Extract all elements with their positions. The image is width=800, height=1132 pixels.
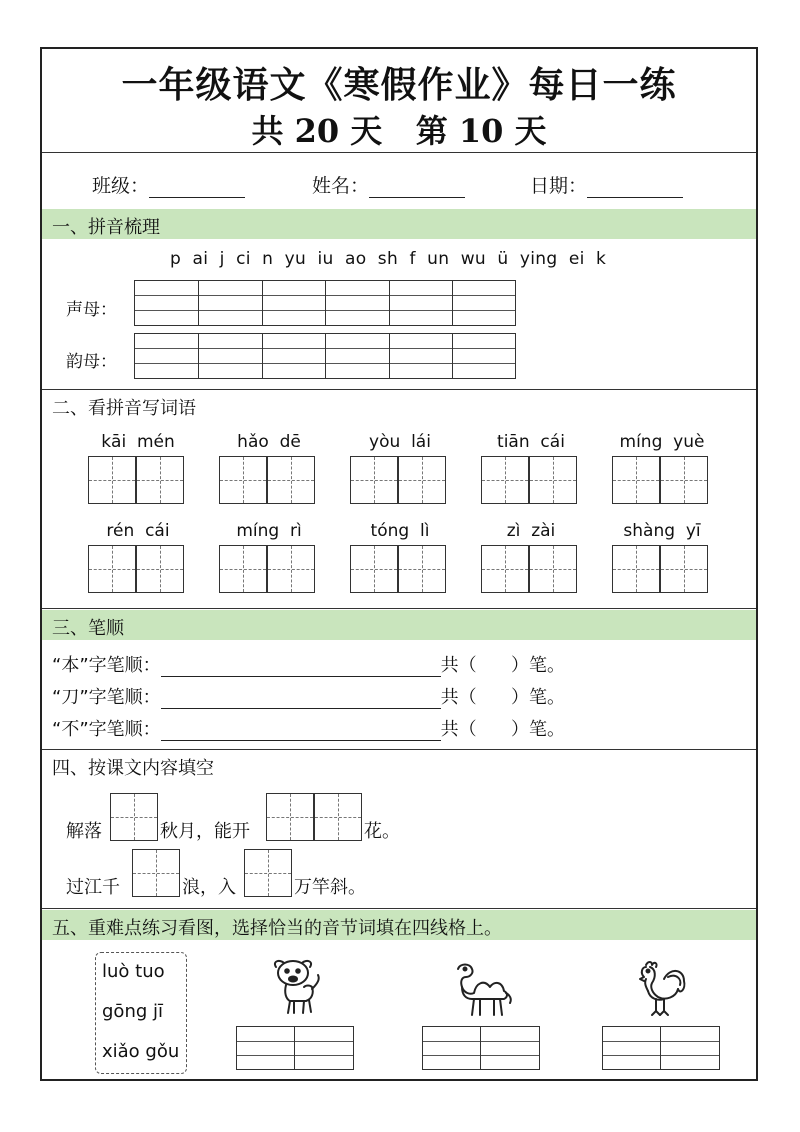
divider: [42, 908, 756, 909]
divider: [42, 152, 756, 153]
tianzige-box[interactable]: [612, 456, 660, 504]
tianzige-box[interactable]: [481, 456, 529, 504]
section-title-2: 二、看拼音写词语: [52, 398, 196, 419]
stroke-answer-blank[interactable]: [161, 688, 441, 709]
date-label: 日期：: [530, 175, 588, 197]
section-header-5: [42, 910, 756, 940]
word-option: luò tuo: [102, 961, 165, 982]
poem-text: 解落: [66, 821, 102, 842]
shengmu-grid[interactable]: [134, 280, 516, 326]
tianzige-box[interactable]: [660, 456, 708, 504]
tianzige-box[interactable]: [219, 545, 267, 593]
section-title-3: 三、笔顺: [52, 618, 124, 639]
pinyin-word: hǎo dē: [237, 432, 301, 452]
rooster-icon: [634, 959, 688, 1021]
class-label: 班级：: [92, 175, 150, 197]
class-blank[interactable]: [149, 179, 245, 198]
shengmu-label: 声母：: [66, 300, 117, 320]
tianzige-box[interactable]: [350, 545, 398, 593]
poem-text: 过江千: [66, 877, 120, 898]
answer-grid-camel[interactable]: [422, 1026, 540, 1070]
name-label: 姓名：: [312, 175, 370, 197]
worksheet: [40, 47, 758, 1081]
camel-icon: [452, 961, 516, 1021]
word-options-box: [95, 952, 187, 1074]
dog-icon: [266, 957, 326, 1019]
pinyin-word: míng rì: [236, 521, 302, 541]
pinyin-word: míng yuè: [619, 432, 705, 452]
section-header-3: [42, 610, 756, 640]
answer-grid-dog[interactable]: [236, 1026, 354, 1070]
word-option: gōng jī: [102, 1001, 163, 1022]
tianzige-box[interactable]: [244, 849, 292, 897]
stroke-count: 共（ ）笔。: [440, 687, 565, 708]
pinyin-word: shàng yī: [623, 521, 701, 541]
poem-text: 秋月，能开: [160, 821, 250, 842]
poem-text: 浪，入: [182, 877, 236, 898]
tianzige-box[interactable]: [110, 793, 158, 841]
class-field[interactable]: [92, 171, 245, 198]
tianzige-box[interactable]: [529, 545, 577, 593]
stroke-label: “刀”字笔顺：: [52, 687, 161, 708]
tianzige-box[interactable]: [314, 793, 362, 841]
yunmu-grid[interactable]: [134, 333, 516, 379]
tianzige-box[interactable]: [398, 456, 446, 504]
stroke-count: 共（ ）笔。: [440, 655, 565, 676]
stroke-label: “本”字笔顺：: [52, 655, 161, 676]
stroke-order-line[interactable]: [52, 715, 565, 741]
date-field[interactable]: [530, 171, 683, 198]
tianzige-box[interactable]: [660, 545, 708, 593]
tianzige-box[interactable]: [136, 456, 184, 504]
stroke-answer-blank[interactable]: [161, 656, 441, 677]
section-title-1: 一、拼音梳理: [52, 217, 160, 238]
pinyin-word: tóng lì: [370, 521, 430, 541]
divider: [42, 389, 756, 390]
stroke-answer-blank[interactable]: [161, 720, 441, 741]
tianzige-box[interactable]: [88, 545, 136, 593]
pinyin-word: yòu lái: [369, 432, 431, 452]
stroke-count: 共（ ）笔。: [440, 719, 565, 740]
pinyin-word: zì zài: [506, 521, 556, 541]
tianzige-box[interactable]: [398, 545, 446, 593]
tianzige-box[interactable]: [219, 456, 267, 504]
tianzige-box[interactable]: [529, 456, 577, 504]
tianzige-box[interactable]: [267, 545, 315, 593]
pinyin-list: p ai j ci n yu iu ao sh f un wu ü ying ei k: [170, 249, 607, 269]
divider: [42, 608, 756, 609]
tianzige-box[interactable]: [267, 456, 315, 504]
tianzige-box[interactable]: [612, 545, 660, 593]
section-title-5: 五、重难点练习看图，选择恰当的音节词填在四线格上。: [52, 918, 502, 939]
stroke-order-line[interactable]: [52, 683, 565, 709]
name-field[interactable]: [312, 171, 465, 198]
divider: [42, 749, 756, 750]
pinyin-word: rén cái: [106, 521, 170, 541]
yunmu-label: 韵母：: [66, 352, 117, 372]
tianzige-box[interactable]: [350, 456, 398, 504]
page-subtitle: 共 20 天 第 10 天: [251, 112, 547, 150]
name-blank[interactable]: [369, 179, 465, 198]
tianzige-box[interactable]: [132, 849, 180, 897]
stroke-label: “不”字笔顺：: [52, 719, 161, 740]
tianzige-box[interactable]: [266, 793, 314, 841]
poem-text: 万竿斜。: [294, 877, 366, 898]
tianzige-box[interactable]: [136, 545, 184, 593]
answer-grid-rooster[interactable]: [602, 1026, 720, 1070]
poem-text: 花。: [364, 821, 400, 842]
word-option: xiǎo gǒu: [102, 1041, 180, 1062]
tianzige-box[interactable]: [481, 545, 529, 593]
pinyin-word: tiān cái: [497, 432, 565, 452]
section-title-4: 四、按课文内容填空: [52, 758, 214, 779]
pinyin-word: kāi mén: [101, 432, 175, 452]
stroke-order-line[interactable]: [52, 651, 565, 677]
page-title: 一年级语文《寒假作业》每日一练: [121, 64, 677, 106]
section-header-1: [42, 209, 756, 239]
tianzige-box[interactable]: [88, 456, 136, 504]
date-blank[interactable]: [587, 179, 683, 198]
